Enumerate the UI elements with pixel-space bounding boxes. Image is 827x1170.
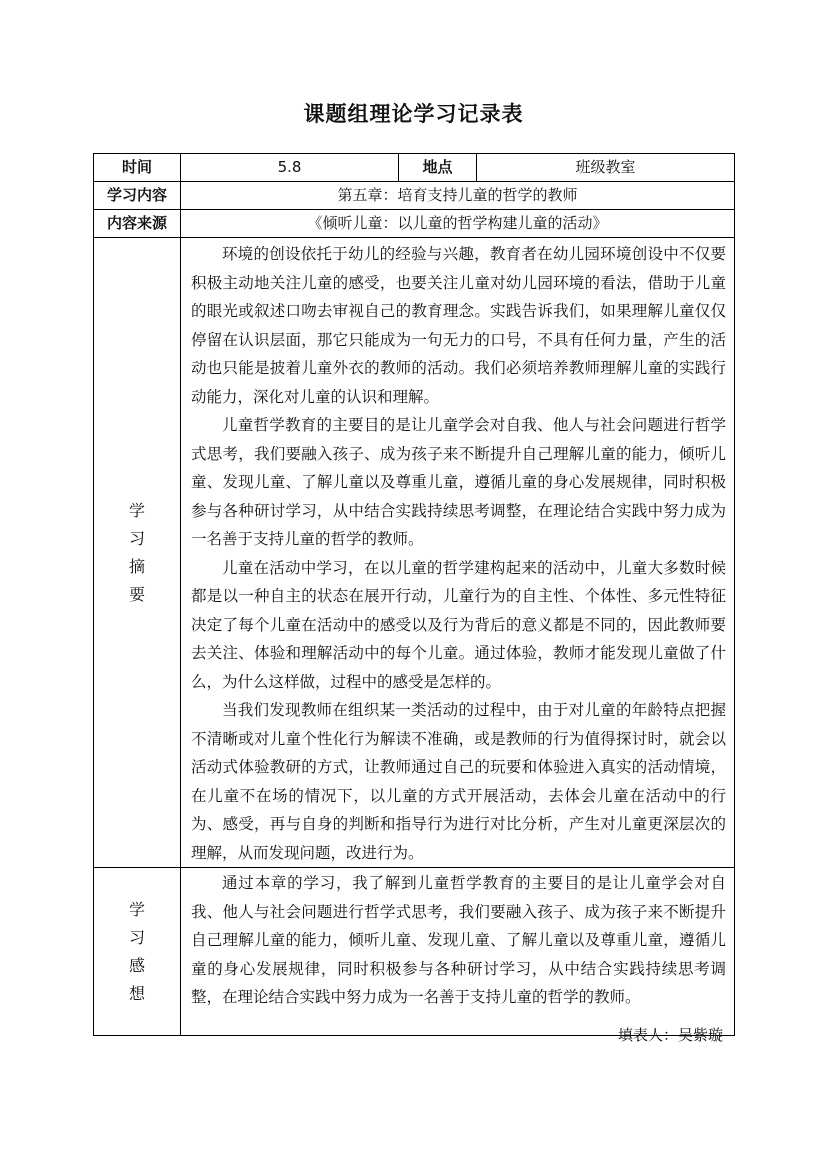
reflection-paragraph: 通过本章的学习，我了解到儿童哲学教育的主要目的是让儿童学会对自我、他人与社会问题进行哲学式思考，我们要融入孩子、成为孩子来不断提升自己理解儿童的能力，倾听儿童、发现儿童、了解儿童以及尊重儿童，遵循儿童的身心发展规律，同时积极参与各种研讨学习，从中结合实践持续思考调整，在理论结合实践中努力成为一名善于支持儿童的哲学的教师。: [191, 874, 726, 1006]
source-row: [94, 210, 735, 238]
time-place-row: [94, 154, 735, 182]
summary-paragraph: 环境的创设依托于幼儿的经验与兴趣，教育者在幼儿园环境创设中不仅要积极主动地关注儿童的感受，也要关注儿童对幼儿园环境的看法，借助于儿童的眼光或叙述口吻去审视自己的教育理念。实践告诉我们，如果理解儿童仅仅停留在认识层面，那它只能成为一句无力的口号，不具有任何力量，产生的活动也只能是披着儿童外衣的教师的活动。我们必须培养教师理解儿童的实践行动能力，深化对儿童的认识和理解。: [191, 245, 726, 406]
summary-label-char: 摘: [128, 556, 145, 576]
summary-label-char: 要: [128, 584, 145, 604]
summary-paragraph: 儿童哲学教育的主要目的是让儿童学会对自我、他人与社会问题进行哲学式思考，我们要融入孩子、成为孩子来不断提升自己理解儿童的能力，倾听儿童、发现儿童、了解儿童以及尊重儿童，遵循儿童的身心发展规律，同时积极参与各种研讨学习，从中结合实践持续思考调整，在理论结合实践中努力成为一名善于支持儿童的哲学的教师。: [191, 416, 726, 548]
time-label: 时间: [94, 154, 181, 182]
reflection-label-char: 习: [128, 927, 145, 947]
content-value: 第五章：培育支持儿童的哲学的教师: [181, 182, 735, 210]
place-label: 地点: [399, 154, 477, 182]
summary-label-char: 习: [128, 528, 145, 548]
reflection-row: [94, 868, 735, 1036]
reflection-label-char: 感: [128, 955, 145, 975]
summary-label-char: 学: [128, 500, 145, 520]
reflection-label-char: 想: [128, 983, 145, 1003]
reflection-body: [181, 868, 735, 1036]
reflection-label-char: 学: [128, 899, 145, 919]
source-value: 《倾听儿童：以儿童的哲学构建儿童的活动》: [181, 210, 735, 238]
summary-label: [94, 238, 181, 868]
filler-signature: 填表人：吴紫璇: [617, 1026, 723, 1044]
reflection-label: [94, 868, 181, 1036]
content-row: [94, 182, 735, 210]
summary-paragraph: 当我们发现教师在组织某一类活动的过程中，由于对儿童的年龄特点把握不清晰或对儿童个性化行为解读不准确，或是教师的行为值得探讨时，就会以活动式体验教研的方式，让教师通过自己的玩要和体验进入真实的活动情境，在儿童不在场的情况下，以儿童的方式开展活动，去体会儿童在活动中的行为、感受，再与自身的判断和指导行为进行对比分析，产生对儿童更深层次的理解，从而发现问题，改进行为。: [191, 701, 726, 862]
page-title: 课题组理论学习记录表: [303, 102, 524, 126]
summary-paragraph: 儿童在活动中学习，在以儿童的哲学建构起来的活动中，儿童大多数时候都是以一种自主的状态在展开行动，儿童行为的自主性、个体性、多元性特征决定了每个儿童在活动中的感受以及行为背后的意义都是不同的，因此教师要去关注、体验和理解活动中的每个儿童。通过体验，教师才能发现儿童做了什么，为什么这样做，过程中的感受是怎样的。: [191, 558, 726, 691]
source-label: 内容来源: [94, 210, 181, 238]
summary-body: [181, 238, 735, 868]
content-label: 学习内容: [94, 182, 181, 210]
summary-row: [94, 238, 735, 868]
time-value: 5.8: [181, 154, 399, 182]
record-table: [93, 153, 735, 1036]
place-value: 班级教室: [477, 154, 735, 182]
